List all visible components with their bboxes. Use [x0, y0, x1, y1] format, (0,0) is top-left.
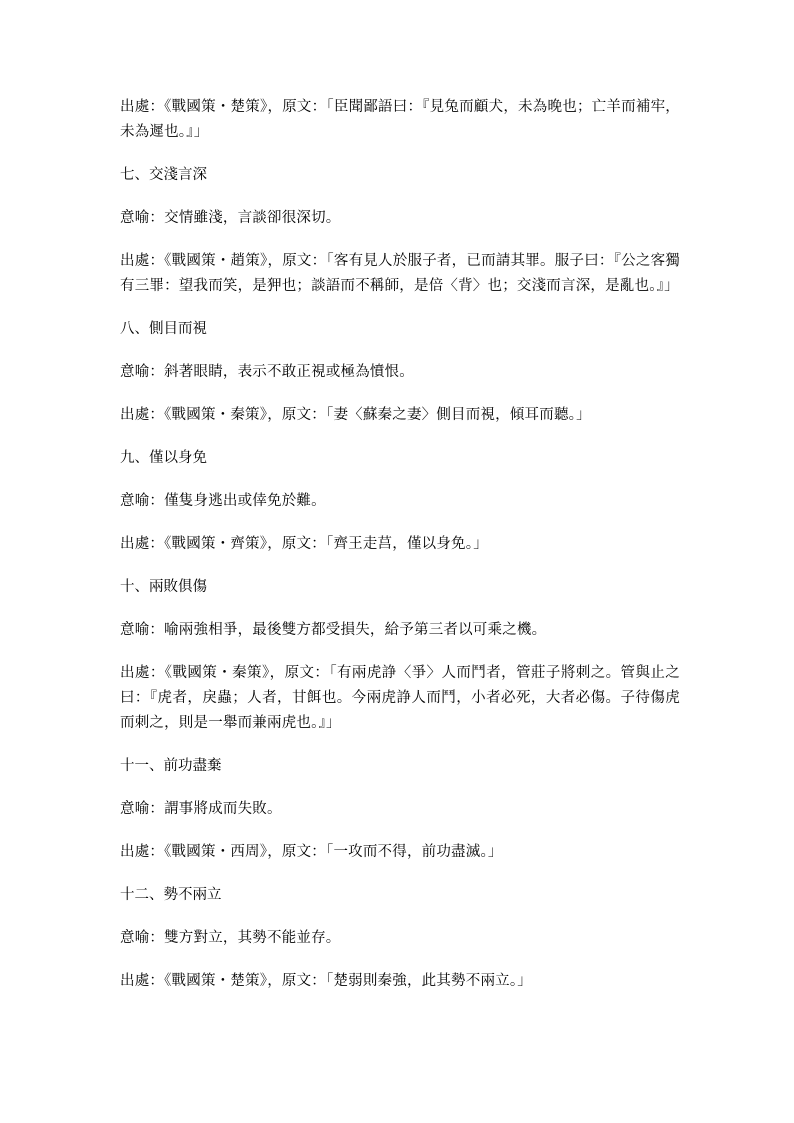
idiom-heading: 七、交淺言深 [120, 167, 207, 183]
source-paragraph: 出處：《戰國策・秦策》，原文：「妻〈蘇秦之妻〉側目而視，傾耳而聽。」 [120, 407, 591, 423]
idiom-heading: 十一、前功盡棄 [120, 758, 222, 774]
source-paragraph: 出處：《戰國策・秦策》，原文：「有兩虎諍〈爭〉人而鬥者，管莊子將刺之。管與止之曰：『虎者，戾蟲；人者，甘餌也。今兩虎諍人而鬥，小者必死，大者必傷。子待傷虎而刺之，則是一舉而兼兩虎也。』」 [120, 665, 680, 731]
idiom-heading: 十、兩敗俱傷 [120, 579, 207, 595]
meaning-paragraph: 意喻：雙方對立，其勢不能並存。 [120, 930, 341, 946]
source-paragraph: 出處：《戰國策・西周》，原文：「一攻而不得，前功盡滅。」 [120, 844, 503, 860]
meaning-paragraph: 意喻：交情雖淺，言談卻很深切。 [120, 210, 341, 226]
document-page [120, 95, 680, 1012]
source-paragraph: 出處：《戰國策・楚策》，原文：「楚弱則秦強，此其勢不兩立。」 [120, 973, 532, 989]
meaning-paragraph: 意喻：斜著眼睛，表示不敢正視或極為憤恨。 [120, 364, 414, 380]
source-paragraph: 出處：《戰國策・齊策》，原文：「齊王走莒，僅以身免。」 [120, 536, 488, 552]
idiom-heading: 九、僅以身免 [120, 450, 207, 466]
source-paragraph: 出處：《戰國策・楚策》，原文：「臣聞鄙語曰：『見兔而顧犬，未為晚也；亡羊而補牢，未為遲也。』」 [120, 99, 680, 140]
meaning-paragraph: 意喻：喻兩強相爭，最後雙方都受損失，給予第三者以可乘之機。 [120, 622, 547, 638]
meaning-paragraph: 意喻：僅隻身逃出或倖免於難。 [120, 493, 326, 509]
idiom-heading: 八、側目而視 [120, 321, 207, 337]
meaning-paragraph: 意喻：謂事將成而失敗。 [120, 801, 282, 817]
source-paragraph: 出處：《戰國策・趙策》，原文：「客有見人於服子者，已而請其罪。服子曰：『公之客獨有三罪：望我而笑，是狎也；談語而不稱師，是倍〈背〉也；交淺而言深，是亂也。』」 [120, 253, 680, 294]
idiom-heading: 十二、勢不兩立 [120, 887, 222, 903]
